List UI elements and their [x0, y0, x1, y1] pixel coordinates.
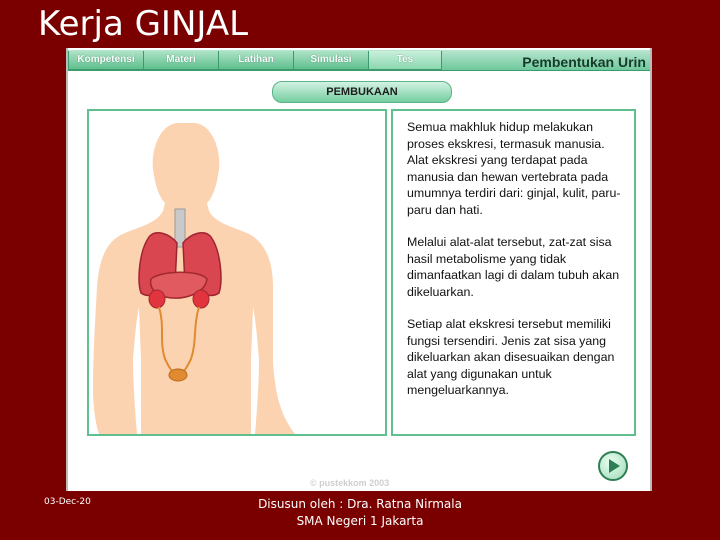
- slide-date: 03-Dec-20: [44, 497, 91, 507]
- play-arrow-icon: [606, 458, 622, 474]
- bladder: [169, 369, 187, 381]
- human-body-illustration: [89, 111, 385, 434]
- slide-credit: [250, 496, 470, 530]
- description-panel: [391, 109, 636, 436]
- paragraph-3: Setiap alat ekskresi tersebut memiliki fungsi tersendiri. Jenis zat sisa yang dikeluarkan akan disesuaikan dengan alat yang digunakan untuk mengeluarkannya.: [407, 317, 615, 397]
- paragraph-1: Semua makhluk hidup melakukan proses ekskresi, termasuk manusia. Alat ekskresi yang terdapat pada manusia dan hewan vertebrata pada umumnya terdiri dari: ginjal, kulit, paru-paru dan hati.: [407, 120, 621, 217]
- section-label: PEMBUKAAN: [272, 81, 452, 103]
- anatomy-image-panel: [87, 109, 387, 436]
- left-kidney: [149, 290, 165, 308]
- tab-latihan[interactable]: Latihan: [218, 51, 294, 70]
- copyright-text: © pustekkom 2003: [310, 478, 390, 488]
- tab-materi[interactable]: Materi: [143, 51, 219, 70]
- credit-author: Disusun oleh : Dra. Ratna Nirmala: [258, 497, 462, 511]
- tab-kompetensi[interactable]: Kompetensi: [68, 51, 144, 70]
- slide-title: Kerja GINJAL: [38, 4, 249, 44]
- slide-footer: [0, 491, 720, 540]
- app-stage: [66, 48, 652, 491]
- nav-bar: [68, 50, 650, 71]
- module-title: Pembentukan Urin: [522, 54, 646, 70]
- paragraph-2: Melalui alat-alat tersebut, zat-zat sisa hasil metabolisme yang tidak dimanfaatkan lagi di dalam tubuh akan dikeluarkan.: [407, 235, 620, 299]
- tab-tes[interactable]: Tes: [368, 51, 442, 70]
- credit-school: SMA Negeri 1 Jakarta: [296, 514, 424, 528]
- tab-simulasi[interactable]: Simulasi: [293, 51, 369, 70]
- right-kidney: [193, 290, 209, 308]
- next-button[interactable]: [598, 451, 628, 481]
